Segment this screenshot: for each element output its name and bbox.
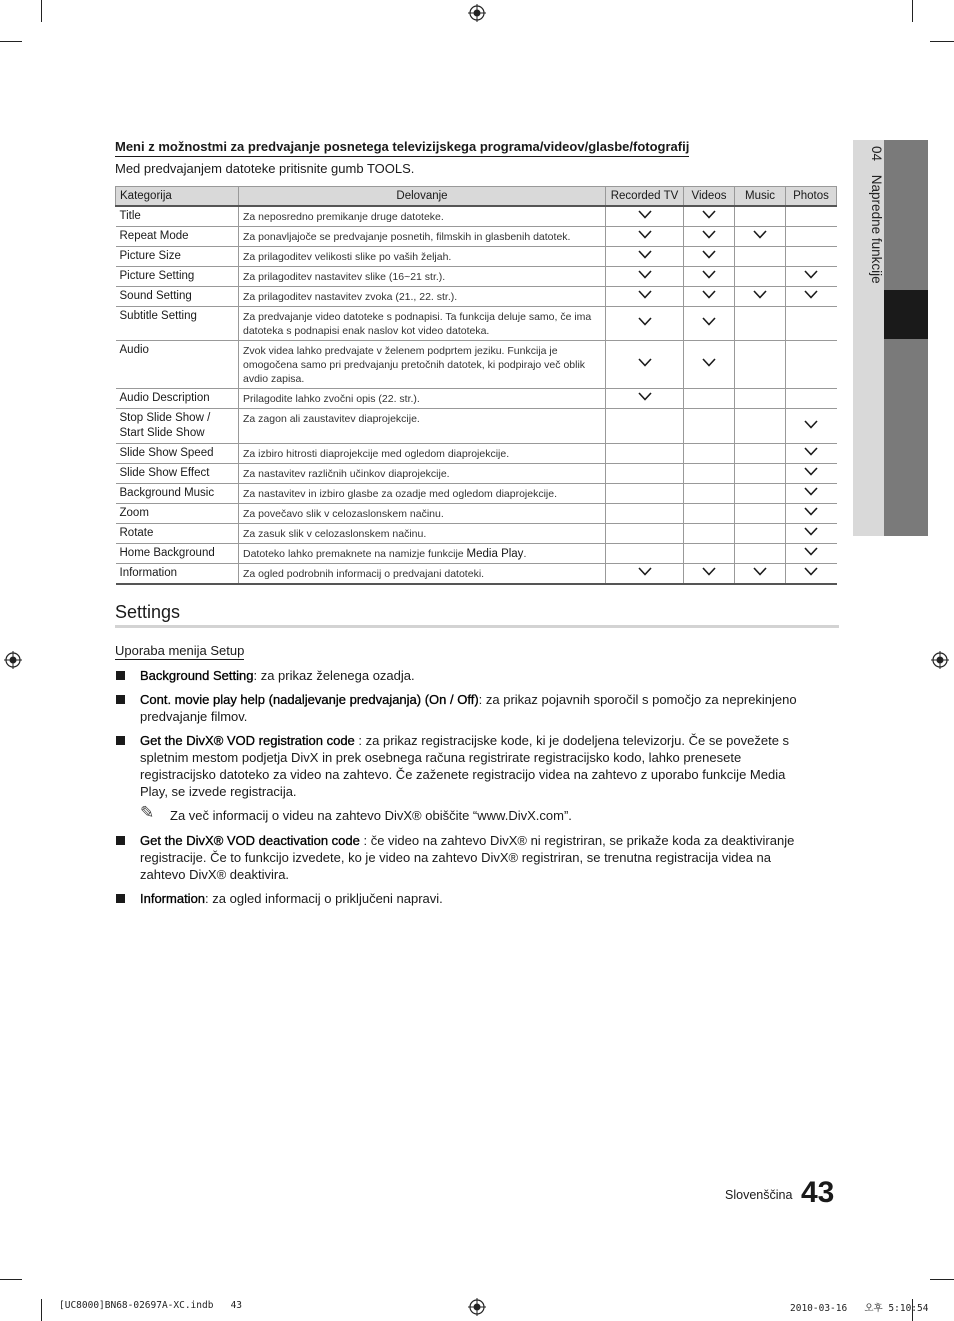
row-description: Za zasuk slik v celozaslonskem načinu. [239, 524, 606, 544]
crop-mark [41, 1299, 42, 1321]
table-row [116, 504, 837, 524]
support-cell-music [735, 307, 786, 341]
row-category: Sound Setting [116, 287, 239, 307]
row-category: Audio Description [116, 389, 239, 409]
table-row [116, 227, 837, 247]
check-icon [753, 230, 767, 239]
settings-bullet [115, 832, 815, 883]
support-cell-music [735, 389, 786, 409]
check-icon [702, 290, 716, 299]
bullet-text: : za prikaz pojavnih sporočil s pomočjo za neprekinjeno predvajanje filmov. [140, 692, 797, 724]
check-icon [702, 317, 716, 326]
chapter-number: 04 [869, 146, 884, 162]
support-cell-recorded-tv [606, 564, 684, 585]
check-icon [638, 392, 652, 401]
bullet-text: : za prikaz registracijske kode, ki je dodeljena televizorju. Če se povežete s spletnim mestom podjetja DivX in prek osebnega računa registrirate registracijsko kodo, lahko prenesete registracijsko datoteko za video na zahtevo. Če zaženete registracijo videa na zahtevo z uporabo funkcije Media Play, se izvede registracija. [140, 733, 790, 799]
support-cell-photos [786, 464, 837, 484]
support-cell-videos [684, 307, 735, 341]
support-cell-music [735, 444, 786, 464]
support-cell-videos [684, 227, 735, 247]
check-icon [638, 210, 652, 219]
support-cell-music [735, 524, 786, 544]
support-cell-videos [684, 206, 735, 227]
row-category: Home Background [116, 544, 239, 564]
support-cell-recorded-tv [606, 206, 684, 227]
row-description: Za izbiro hitrosti diaprojekcije med ogledom diaprojekcije. [239, 444, 606, 464]
support-cell-videos [684, 444, 735, 464]
note-text: Za več informacij o videu na zahtevo DivX® obiščite “www.DivX.com”. [170, 808, 572, 823]
row-category: Subtitle Setting [116, 307, 239, 341]
check-icon [702, 270, 716, 279]
row-category: Slide Show Speed [116, 444, 239, 464]
support-cell-photos [786, 504, 837, 524]
check-icon [804, 547, 818, 556]
registration-mark-icon [931, 651, 949, 669]
crop-mark [930, 41, 954, 42]
table-row [116, 267, 837, 287]
support-cell-music [735, 464, 786, 484]
chapter-tab-strip [884, 339, 928, 536]
support-cell-photos [786, 267, 837, 287]
support-cell-recorded-tv [606, 504, 684, 524]
check-icon [702, 210, 716, 219]
row-description: Prilagodite lahko zvočni opis (22. str.). [239, 389, 606, 409]
support-cell-music [735, 287, 786, 307]
pencil-note-icon: ✎ [140, 803, 155, 822]
chapter-tab-label [869, 146, 884, 284]
support-cell-photos [786, 227, 837, 247]
check-icon [804, 527, 818, 536]
support-cell-videos [684, 409, 735, 444]
check-icon [804, 420, 818, 429]
table-row [116, 409, 837, 444]
bullet-label: Information [140, 891, 206, 906]
support-cell-recorded-tv [606, 307, 684, 341]
menu-name: Media Play [466, 548, 524, 560]
table-row [116, 524, 837, 544]
bullet-label: Get the DivX® VOD registration code [140, 733, 355, 748]
check-icon [702, 250, 716, 259]
row-category: Background Music [116, 484, 239, 504]
row-description: Za zagon ali zaustavitev diaprojekcije. [239, 409, 606, 444]
support-cell-photos [786, 307, 837, 341]
support-cell-photos [786, 444, 837, 464]
note [115, 803, 815, 824]
table-row [116, 307, 837, 341]
check-icon [702, 358, 716, 367]
crop-mark [41, 0, 42, 22]
registration-mark-icon [4, 651, 22, 669]
check-icon [702, 567, 716, 576]
settings-bullet [115, 691, 815, 725]
section-title: Meni z možnostmi za predvajanje posnetega televizijskega programa/videov/glasbe/fotografij [115, 139, 689, 157]
footer-language: Slovenščina [725, 1188, 793, 1202]
bullet-text: : če video na zahtevo DivX® ni registriran, se prikaže koda za deaktiviranje registracije. Če to funkcijo izvedete, ko je video na zahtevo DivX® registriran, se trenutna registracija videa na zahtevo DivX® deaktivira. [140, 833, 795, 882]
row-description: Za neposredno premikanje druge datoteke. [239, 206, 606, 227]
settings-bullet [115, 890, 815, 907]
check-icon [753, 290, 767, 299]
bullet-label: Get the DivX® VOD deactivation code [140, 833, 360, 848]
support-cell-videos [684, 484, 735, 504]
support-cell-photos [786, 524, 837, 544]
bullet-label: Background Setting [140, 668, 254, 683]
support-cell-photos [786, 564, 837, 585]
table-row [116, 464, 837, 484]
row-category: Picture Size [116, 247, 239, 267]
row-description: Za povečavo slik v celozaslonskem načinu. [239, 504, 606, 524]
support-cell-videos [684, 341, 735, 389]
check-icon [638, 250, 652, 259]
check-icon [638, 290, 652, 299]
support-cell-videos [684, 247, 735, 267]
support-cell-videos [684, 544, 735, 564]
table-row [116, 341, 837, 389]
support-cell-music [735, 247, 786, 267]
bullet-square-icon [116, 836, 125, 845]
support-cell-recorded-tv [606, 484, 684, 504]
settings-bullet [115, 732, 815, 800]
support-cell-recorded-tv [606, 524, 684, 544]
settings-bullet [115, 667, 815, 684]
table-row [116, 247, 837, 267]
support-cell-music [735, 267, 786, 287]
support-cell-music [735, 504, 786, 524]
section-subtitle [115, 161, 414, 176]
support-cell-music [735, 206, 786, 227]
setup-menu-subheading: Uporaba menija Setup [115, 643, 245, 658]
support-cell-photos [786, 287, 837, 307]
registration-mark-icon [468, 1298, 486, 1316]
bullet-label: Cont. movie play help (nadaljevanje predvajanja) (On / Off) [140, 692, 479, 707]
bullet-square-icon [116, 671, 125, 680]
table-row [116, 484, 837, 504]
check-icon [804, 290, 818, 299]
row-description: Za predvajanje video datoteke s podnapisi. Ta funkcija deluje samo, če ima datoteka s podnapisi enak naslov kot video datoteka. [239, 307, 606, 341]
support-cell-photos [786, 484, 837, 504]
support-cell-videos [684, 564, 735, 585]
crop-mark [930, 1279, 954, 1280]
check-icon [638, 317, 652, 326]
check-icon [638, 358, 652, 367]
column-header-recorded-tv: Recorded TV [606, 187, 684, 207]
table-row [116, 444, 837, 464]
support-cell-recorded-tv [606, 247, 684, 267]
row-category: Slide Show Effect [116, 464, 239, 484]
support-cell-recorded-tv [606, 287, 684, 307]
row-description: Datoteko lahko premaknete na namizje funkcije Media Play. [239, 544, 606, 564]
support-cell-photos [786, 341, 837, 389]
check-icon [804, 567, 818, 576]
support-cell-music [735, 564, 786, 585]
row-description: Za prilagoditev velikosti slike po vaših željah. [239, 247, 606, 267]
row-category: Information [116, 564, 239, 585]
bullet-square-icon [116, 736, 125, 745]
options-table [115, 186, 837, 585]
table-row [116, 389, 837, 409]
support-cell-videos [684, 504, 735, 524]
row-description: Za ogled podrobnih informacij o predvajani datoteki. [239, 564, 606, 585]
column-header-photos: Photos [786, 187, 837, 207]
settings-heading: Settings [115, 602, 839, 628]
bullet-square-icon [116, 894, 125, 903]
support-cell-recorded-tv [606, 444, 684, 464]
registration-mark-icon [468, 4, 486, 22]
row-category: Audio [116, 341, 239, 389]
support-cell-recorded-tv [606, 464, 684, 484]
check-icon [804, 507, 818, 516]
support-cell-videos [684, 524, 735, 544]
support-cell-photos [786, 389, 837, 409]
support-cell-videos [684, 389, 735, 409]
support-cell-music [735, 409, 786, 444]
column-header-music: Music [735, 187, 786, 207]
row-category: Stop Slide Show / Start Slide Show [116, 409, 239, 444]
support-cell-music [735, 484, 786, 504]
chapter-tab-strip [884, 140, 928, 290]
section-subtitle-text: Med predvajanjem datoteke pritisnite gumb TOOLS. [115, 161, 415, 176]
support-cell-music [735, 544, 786, 564]
support-cell-photos [786, 544, 837, 564]
row-category: Zoom [116, 504, 239, 524]
row-description: Za nastavitev različnih učinkov diaprojekcije. [239, 464, 606, 484]
row-description: Za prilagoditev nastavitev slike (16~21 str.). [239, 267, 606, 287]
bullet-text: : za ogled informacij o priključeni napravi. [205, 891, 443, 906]
support-cell-music [735, 341, 786, 389]
check-icon [804, 467, 818, 476]
footer-timestamp: 2010-03-16 오후 5:10:54 [790, 1303, 929, 1314]
support-cell-music [735, 227, 786, 247]
table-row [116, 206, 837, 227]
table-header-row [116, 187, 837, 207]
crop-mark [0, 41, 22, 42]
bullet-square-icon [116, 695, 125, 704]
support-cell-recorded-tv [606, 409, 684, 444]
support-cell-photos [786, 206, 837, 227]
row-category: Title [116, 206, 239, 227]
row-description: Za ponavljajoče se predvajanje posnetih, filmskih in glasbenih datotek. [239, 227, 606, 247]
row-description: Za prilagoditev nastavitev zvoka (21., 22. str.). [239, 287, 606, 307]
check-icon [804, 447, 818, 456]
column-header-category: Kategorija [116, 187, 239, 207]
check-icon [804, 487, 818, 496]
check-icon [638, 270, 652, 279]
support-cell-photos [786, 409, 837, 444]
support-cell-recorded-tv [606, 227, 684, 247]
table-row [116, 287, 837, 307]
crop-mark [0, 1279, 22, 1280]
table-row [116, 544, 837, 564]
bullet-text: : za prikaz želenega ozadja. [253, 668, 415, 683]
column-header-operation: Delovanje [239, 187, 606, 207]
support-cell-recorded-tv [606, 389, 684, 409]
row-category: Repeat Mode [116, 227, 239, 247]
support-cell-videos [684, 464, 735, 484]
support-cell-recorded-tv [606, 544, 684, 564]
chapter-tab-marker [884, 290, 928, 339]
row-description: Za nastavitev in izbiro glasbe za ozadje med ogledom diaprojekcije. [239, 484, 606, 504]
crop-mark [912, 0, 913, 22]
check-icon [753, 567, 767, 576]
footer-file-info: [UC8000]BN68-02697A-XC.indb 43 [59, 1300, 243, 1311]
support-cell-recorded-tv [606, 267, 684, 287]
check-icon [804, 270, 818, 279]
check-icon [702, 230, 716, 239]
row-category: Picture Setting [116, 267, 239, 287]
support-cell-recorded-tv [606, 341, 684, 389]
chapter-title: Napredne funkcije [869, 174, 884, 284]
table-row [116, 564, 837, 585]
settings-bullet-list [115, 667, 815, 914]
check-icon [638, 230, 652, 239]
row-description: Zvok videa lahko predvajate v želenem podprtem jeziku. Funkcija je omogočena samo pri predvajanju pretočnih datotek, ki podpirajo več oblik avdio zapisa. [239, 341, 606, 389]
column-header-videos: Videos [684, 187, 735, 207]
page-number: 43 [801, 1176, 835, 1209]
row-category: Rotate [116, 524, 239, 544]
support-cell-videos [684, 287, 735, 307]
support-cell-videos [684, 267, 735, 287]
support-cell-photos [786, 247, 837, 267]
check-icon [638, 567, 652, 576]
